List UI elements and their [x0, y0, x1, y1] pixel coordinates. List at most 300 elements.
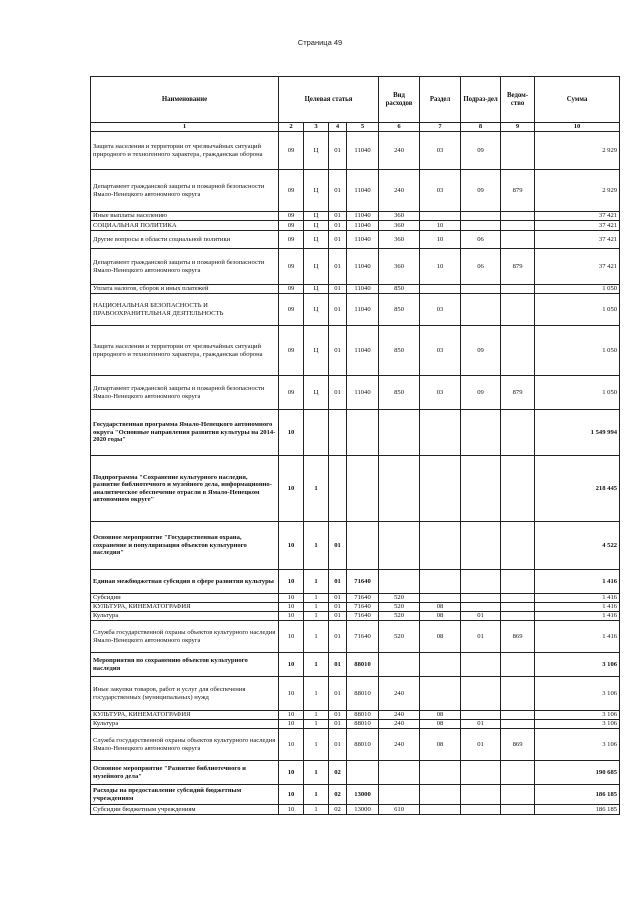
row-department: [501, 410, 535, 456]
row-direction: 11040: [347, 221, 379, 231]
row-department: [501, 132, 535, 170]
row-program: 10: [279, 612, 304, 621]
row-section: 08: [420, 720, 461, 729]
row-department: [501, 603, 535, 612]
row-subprogram: Ц: [304, 170, 329, 212]
row-subprogram: 1: [304, 720, 329, 729]
row-section: 10: [420, 249, 461, 285]
row-measure: 01: [329, 249, 347, 285]
row-subsection: 09: [461, 132, 501, 170]
row-sum: 4 522: [535, 522, 620, 570]
row-direction: 11040: [347, 212, 379, 221]
row-expense-type: 240: [379, 711, 420, 720]
row-measure: 01: [329, 729, 347, 761]
row-section: 03: [420, 326, 461, 376]
row-expense-type: [379, 456, 420, 522]
row-measure: 01: [329, 294, 347, 326]
table-row: [91, 805, 620, 815]
row-section: [420, 653, 461, 677]
row-name: КУЛЬТУРА, КИНЕМАТОГРАФИЯ: [91, 711, 279, 720]
column-index: 1: [91, 123, 279, 132]
row-section: [420, 761, 461, 785]
row-subsection: [461, 285, 501, 294]
row-sum: 2 929: [535, 170, 620, 212]
row-section: 03: [420, 376, 461, 410]
table-row: [91, 621, 620, 653]
row-measure: 01: [329, 221, 347, 231]
row-department: [501, 720, 535, 729]
row-department: [501, 326, 535, 376]
row-measure: 01: [329, 711, 347, 720]
row-program: 09: [279, 132, 304, 170]
row-direction: 71640: [347, 612, 379, 621]
row-department: [501, 677, 535, 711]
row-section: [420, 285, 461, 294]
row-subprogram: 1: [304, 570, 329, 594]
header-subsection: Подраз-дел: [461, 77, 501, 123]
row-program: 10: [279, 522, 304, 570]
row-subprogram: Ц: [304, 231, 329, 249]
row-subsection: [461, 570, 501, 594]
row-name: Служба государственной охраны объектов культурного наследия Ямало-Ненецкого автономного округа: [91, 729, 279, 761]
row-name: Культура: [91, 612, 279, 621]
header-sum: Сумма: [535, 77, 620, 123]
column-index: 2: [279, 123, 304, 132]
row-direction: 71640: [347, 603, 379, 612]
row-name: Основное мероприятие "Государственная охрана, сохранение и популяризация объектов культурного наследия": [91, 522, 279, 570]
table-row: [91, 456, 620, 522]
row-expense-type: [379, 522, 420, 570]
table-body: [91, 132, 620, 815]
row-subprogram: Ц: [304, 221, 329, 231]
row-department: [501, 456, 535, 522]
row-program: 10: [279, 570, 304, 594]
row-measure: 01: [329, 570, 347, 594]
row-sum: 1 549 994: [535, 410, 620, 456]
row-sum: 37 421: [535, 249, 620, 285]
row-direction: 88010: [347, 711, 379, 720]
row-subsection: 01: [461, 612, 501, 621]
row-department: [501, 785, 535, 805]
row-section: 03: [420, 170, 461, 212]
row-subsection: [461, 522, 501, 570]
row-expense-type: 360: [379, 249, 420, 285]
row-sum: 218 445: [535, 456, 620, 522]
row-name: Единая межбюджетная субсидия в сфере развития культуры: [91, 570, 279, 594]
row-measure: 01: [329, 170, 347, 212]
row-program: 10: [279, 711, 304, 720]
row-measure: 01: [329, 285, 347, 294]
row-name: Подпрограмма "Сохранение культурного наследия, развитие библиотечного и музейного дела, информационно-аналитическое обеспечение отрасли в Ямало-Ненецком автономном округе": [91, 456, 279, 522]
table-row: [91, 761, 620, 785]
row-program: 09: [279, 376, 304, 410]
row-subprogram: 1: [304, 621, 329, 653]
row-program: 09: [279, 231, 304, 249]
row-direction: 11040: [347, 326, 379, 376]
row-department: 869: [501, 621, 535, 653]
row-expense-type: [379, 653, 420, 677]
row-name: СОЦИАЛЬНАЯ ПОЛИТИКА: [91, 221, 279, 231]
column-index: 4: [329, 123, 347, 132]
row-subprogram: 1: [304, 785, 329, 805]
row-subprogram: Ц: [304, 376, 329, 410]
row-subsection: [461, 677, 501, 711]
row-measure: 01: [329, 326, 347, 376]
row-program: 09: [279, 249, 304, 285]
row-subsection: 06: [461, 249, 501, 285]
row-direction: 11040: [347, 249, 379, 285]
row-direction: 71640: [347, 570, 379, 594]
table-row: [91, 711, 620, 720]
row-expense-type: 850: [379, 326, 420, 376]
row-subsection: [461, 653, 501, 677]
column-index: 7: [420, 123, 461, 132]
row-measure: 01: [329, 376, 347, 410]
row-department: 879: [501, 249, 535, 285]
row-name: Мероприятия по сохранению объектов культурного наследия: [91, 653, 279, 677]
column-index: 10: [535, 123, 620, 132]
row-department: [501, 231, 535, 249]
row-sum: 3 106: [535, 677, 620, 711]
row-program: 09: [279, 285, 304, 294]
row-section: 03: [420, 132, 461, 170]
row-expense-type: [379, 410, 420, 456]
row-name: НАЦИОНАЛЬНАЯ БЕЗОПАСНОСТЬ И ПРАВООХРАНИТЕЛЬНАЯ ДЕЯТЕЛЬНОСТЬ: [91, 294, 279, 326]
row-name: Департамент гражданской защиты и пожарной безопасности Ямало-Ненецкого автономного округа: [91, 376, 279, 410]
row-expense-type: [379, 785, 420, 805]
row-expense-type: 520: [379, 603, 420, 612]
row-name: КУЛЬТУРА, КИНЕМАТОГРАФИЯ: [91, 603, 279, 612]
table-row: [91, 410, 620, 456]
row-department: 869: [501, 729, 535, 761]
row-expense-type: 360: [379, 212, 420, 221]
row-direction: [347, 410, 379, 456]
table-row: [91, 612, 620, 621]
row-subsection: 09: [461, 326, 501, 376]
table-row: [91, 285, 620, 294]
row-name: Культура: [91, 720, 279, 729]
row-subsection: [461, 212, 501, 221]
column-index-row: [91, 123, 620, 132]
row-expense-type: 520: [379, 612, 420, 621]
row-subprogram: Ц: [304, 132, 329, 170]
row-measure: 02: [329, 805, 347, 815]
row-expense-type: 520: [379, 594, 420, 603]
row-program: 10: [279, 621, 304, 653]
row-department: [501, 711, 535, 720]
row-measure: 01: [329, 522, 347, 570]
table-row: [91, 249, 620, 285]
row-program: 10: [279, 677, 304, 711]
table-row: [91, 376, 620, 410]
row-expense-type: 850: [379, 285, 420, 294]
row-direction: 11040: [347, 170, 379, 212]
table-row: [91, 326, 620, 376]
row-program: 10: [279, 785, 304, 805]
row-name: Департамент гражданской защиты и пожарной безопасности Ямало-Ненецкого автономного округа: [91, 249, 279, 285]
row-measure: 02: [329, 761, 347, 785]
row-department: [501, 294, 535, 326]
row-subprogram: 1: [304, 761, 329, 785]
row-direction: [347, 456, 379, 522]
row-direction: 11040: [347, 376, 379, 410]
row-name: Расходы на предоставление субсидий бюджетным учреждениям: [91, 785, 279, 805]
row-program: 09: [279, 212, 304, 221]
row-department: 879: [501, 170, 535, 212]
row-expense-type: 240: [379, 729, 420, 761]
row-department: [501, 285, 535, 294]
row-section: [420, 456, 461, 522]
table-row: [91, 594, 620, 603]
row-sum: 186 185: [535, 805, 620, 815]
column-index: 5: [347, 123, 379, 132]
row-name: Департамент гражданской защиты и пожарной безопасности Ямало-Ненецкого автономного округа: [91, 170, 279, 212]
row-direction: 88010: [347, 720, 379, 729]
row-name: Иные закупки товаров, работ и услуг для обеспечения государственных (муниципальных) нужд: [91, 677, 279, 711]
row-subsection: [461, 805, 501, 815]
header-name: Наименование: [91, 77, 279, 123]
row-section: 10: [420, 221, 461, 231]
row-department: [501, 612, 535, 621]
row-section: 08: [420, 603, 461, 612]
row-sum: 1 416: [535, 612, 620, 621]
row-direction: [347, 522, 379, 570]
table-row: [91, 522, 620, 570]
row-name: Другие вопросы в области социальной политики: [91, 231, 279, 249]
row-subsection: [461, 711, 501, 720]
row-direction: 13000: [347, 805, 379, 815]
row-subprogram: 1: [304, 805, 329, 815]
row-subsection: [461, 594, 501, 603]
row-measure: 01: [329, 621, 347, 653]
row-expense-type: 240: [379, 132, 420, 170]
table-row: [91, 294, 620, 326]
row-subsection: 01: [461, 720, 501, 729]
row-measure: 01: [329, 612, 347, 621]
table-row: [91, 212, 620, 221]
row-direction: 11040: [347, 231, 379, 249]
row-name: Субсидии бюджетным учреждениям: [91, 805, 279, 815]
row-program: 10: [279, 594, 304, 603]
row-subsection: 09: [461, 376, 501, 410]
row-name: Защита населения и территории от чрезвычайных ситуаций природного и техногенного характера, гражданская оборона: [91, 132, 279, 170]
table-row: [91, 231, 620, 249]
row-expense-type: 610: [379, 805, 420, 815]
row-sum: 1 050: [535, 294, 620, 326]
row-section: [420, 594, 461, 603]
row-expense-type: 240: [379, 720, 420, 729]
row-section: 08: [420, 621, 461, 653]
row-sum: 190 685: [535, 761, 620, 785]
row-subprogram: 1: [304, 456, 329, 522]
row-program: 10: [279, 729, 304, 761]
row-measure: 01: [329, 720, 347, 729]
row-program: 10: [279, 410, 304, 456]
row-expense-type: 850: [379, 294, 420, 326]
row-subsection: [461, 785, 501, 805]
row-measure: 01: [329, 132, 347, 170]
row-section: [420, 677, 461, 711]
row-subprogram: Ц: [304, 294, 329, 326]
row-section: [420, 805, 461, 815]
row-subprogram: Ц: [304, 326, 329, 376]
row-sum: 1 050: [535, 376, 620, 410]
row-program: 09: [279, 326, 304, 376]
row-subsection: 06: [461, 231, 501, 249]
row-department: 879: [501, 376, 535, 410]
row-direction: 13000: [347, 785, 379, 805]
row-program: 10: [279, 653, 304, 677]
table-row: [91, 785, 620, 805]
row-name: Государственная программа Ямало-Ненецкого автономного округа "Основные направления развития культуры на 2014-2020 годы": [91, 410, 279, 456]
row-sum: 3 106: [535, 720, 620, 729]
table-row: [91, 570, 620, 594]
row-subsection: [461, 761, 501, 785]
row-subprogram: 1: [304, 677, 329, 711]
table-row: [91, 603, 620, 612]
row-section: [420, 785, 461, 805]
row-department: [501, 653, 535, 677]
row-program: 10: [279, 603, 304, 612]
row-direction: 71640: [347, 621, 379, 653]
row-name: Защита населения и территории от чрезвычайных ситуаций природного и техногенного характера, гражданская оборона: [91, 326, 279, 376]
row-section: 08: [420, 612, 461, 621]
row-sum: 1 416: [535, 570, 620, 594]
header-department: Ведом-ство: [501, 77, 535, 123]
row-sum: 186 185: [535, 785, 620, 805]
column-index: 6: [379, 123, 420, 132]
row-subprogram: 1: [304, 711, 329, 720]
row-department: [501, 805, 535, 815]
row-direction: 11040: [347, 294, 379, 326]
row-subsection: 01: [461, 729, 501, 761]
row-expense-type: 360: [379, 231, 420, 249]
row-sum: 37 421: [535, 221, 620, 231]
row-name: Служба государственной охраны объектов культурного наследия Ямало-Ненецкого автономного округа: [91, 621, 279, 653]
row-section: [420, 212, 461, 221]
column-index: 3: [304, 123, 329, 132]
column-index: 8: [461, 123, 501, 132]
row-subsection: [461, 221, 501, 231]
row-sum: 1 416: [535, 621, 620, 653]
table-row: [91, 677, 620, 711]
row-name: Уплата налогов, сборов и иных платежей: [91, 285, 279, 294]
row-subprogram: Ц: [304, 249, 329, 285]
header-expense-type: Вид расходов: [379, 77, 420, 123]
table-row: [91, 132, 620, 170]
row-subprogram: [304, 410, 329, 456]
row-subprogram: 1: [304, 612, 329, 621]
row-program: 10: [279, 720, 304, 729]
row-direction: 88010: [347, 729, 379, 761]
table-row: [91, 653, 620, 677]
row-direction: [347, 761, 379, 785]
row-department: [501, 570, 535, 594]
row-measure: 01: [329, 603, 347, 612]
row-subsection: [461, 456, 501, 522]
row-expense-type: 850: [379, 376, 420, 410]
row-expense-type: [379, 570, 420, 594]
row-section: [420, 522, 461, 570]
column-index: 9: [501, 123, 535, 132]
row-sum: 1 050: [535, 326, 620, 376]
row-expense-type: 240: [379, 677, 420, 711]
header-section: Раздел: [420, 77, 461, 123]
row-subsection: [461, 294, 501, 326]
row-subprogram: Ц: [304, 285, 329, 294]
header-target-article: Целевая статья: [279, 77, 379, 123]
row-program: 10: [279, 805, 304, 815]
table-row: [91, 729, 620, 761]
row-subprogram: 1: [304, 522, 329, 570]
row-subsection: [461, 603, 501, 612]
row-program: 10: [279, 761, 304, 785]
row-expense-type: 240: [379, 170, 420, 212]
row-section: [420, 570, 461, 594]
row-subsection: 01: [461, 621, 501, 653]
row-sum: 3 106: [535, 729, 620, 761]
row-subprogram: 1: [304, 594, 329, 603]
table-row: [91, 720, 620, 729]
row-measure: 02: [329, 785, 347, 805]
row-measure: 01: [329, 594, 347, 603]
row-measure: 01: [329, 653, 347, 677]
row-sum: 3 106: [535, 711, 620, 720]
row-subprogram: 1: [304, 653, 329, 677]
row-name: Основное мероприятие "Развитие библиотечного и музейного дела": [91, 761, 279, 785]
row-direction: 88010: [347, 653, 379, 677]
row-direction: 11040: [347, 285, 379, 294]
row-department: [501, 522, 535, 570]
row-measure: [329, 410, 347, 456]
row-measure: 01: [329, 677, 347, 711]
row-subsection: [461, 410, 501, 456]
row-expense-type: 360: [379, 221, 420, 231]
row-name: Субсидии: [91, 594, 279, 603]
row-measure: 01: [329, 231, 347, 249]
row-department: [501, 594, 535, 603]
row-sum: 1 050: [535, 285, 620, 294]
row-sum: 1 416: [535, 603, 620, 612]
row-measure: [329, 456, 347, 522]
row-sum: 3 106: [535, 653, 620, 677]
row-direction: 71640: [347, 594, 379, 603]
row-sum: 2 929: [535, 132, 620, 170]
row-program: 10: [279, 456, 304, 522]
row-direction: 88010: [347, 677, 379, 711]
table-row: [91, 170, 620, 212]
row-name: Иные выплаты населению: [91, 212, 279, 221]
row-subprogram: 1: [304, 603, 329, 612]
row-sum: 37 421: [535, 212, 620, 221]
row-measure: 01: [329, 212, 347, 221]
row-section: [420, 410, 461, 456]
row-department: [501, 221, 535, 231]
row-subsection: 09: [461, 170, 501, 212]
page-number-header: Страница 49: [297, 38, 343, 47]
row-sum: 1 416: [535, 594, 620, 603]
row-subprogram: 1: [304, 729, 329, 761]
table-header-row: [91, 77, 620, 123]
row-program: 09: [279, 221, 304, 231]
row-section: 10: [420, 231, 461, 249]
row-subprogram: Ц: [304, 212, 329, 221]
row-section: 03: [420, 294, 461, 326]
row-section: 08: [420, 711, 461, 720]
row-sum: 37 421: [535, 231, 620, 249]
row-section: 08: [420, 729, 461, 761]
row-program: 09: [279, 170, 304, 212]
